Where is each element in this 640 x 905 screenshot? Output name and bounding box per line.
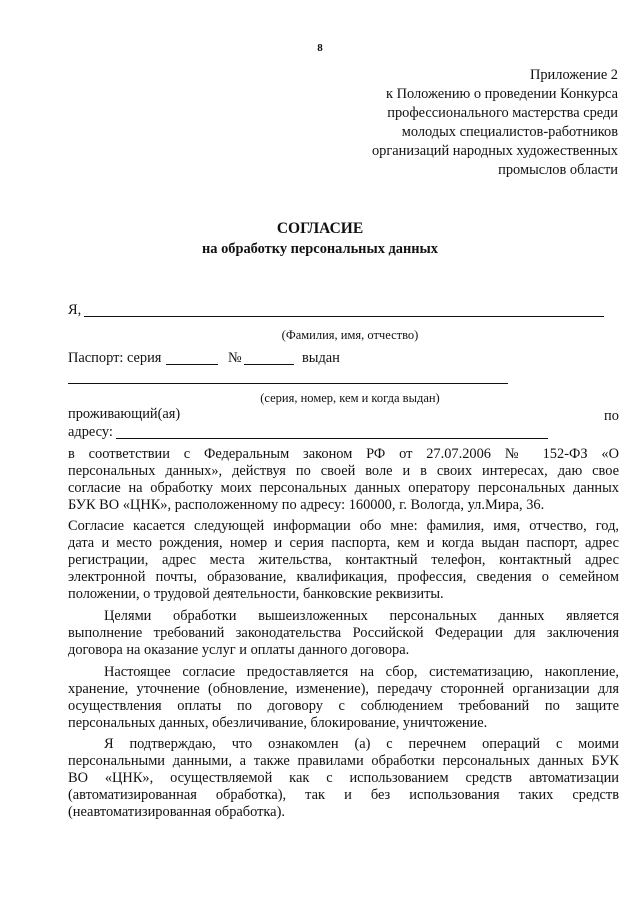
paragraph-line: персональных данных», действуя по своей воле и в своих интересах, даю свое <box>68 463 619 479</box>
number-label: № <box>228 350 242 366</box>
appendix-line: Приложение 2 <box>529 67 618 83</box>
issued-label: выдан <box>302 350 340 366</box>
paragraph-line: Согласие касается следующей информации обо мне: фамилия, имя, отчество, год, <box>68 518 619 534</box>
paragraph-line: осуществления оплаты по договору с соблюдением требований по защите <box>68 698 619 714</box>
document-subtitle: на обработку персональных данных <box>201 241 438 257</box>
paragraph-line: БУК ВО «ЦНК», расположенному по адресу: 160000, г. Вологда, ул.Мира, 36. <box>68 497 545 513</box>
paragraph-line: Настоящее согласие предоставляется на сбор, систематизацию, накопление, <box>104 664 619 680</box>
paragraph-confirmation <box>68 736 619 821</box>
po-label: по <box>604 408 619 424</box>
paragraph-line: Я подтверждаю, что ознакомлен (а) с перечнем операций с моими <box>104 736 619 752</box>
paragraph-line: электронной почты, образование, квалификация, профессия, сведения о семейном <box>68 569 619 585</box>
paragraph-line: персональных данных, обезличивание, блокирование, уничтожение. <box>68 715 488 731</box>
paragraph-line: персональными данными, а также правилами обработки персональных данных БУК <box>68 753 619 769</box>
passport-issued-line[interactable] <box>68 383 508 384</box>
paragraph-data-scope <box>68 518 619 603</box>
appendix-header <box>318 66 618 180</box>
paragraph-line: регистрации, адрес места жительства, контактный телефон, контактный адрес <box>68 552 619 568</box>
paragraph-line: положении, о трудовой деятельности, банковские реквизиты. <box>68 586 444 602</box>
paragraph-line: согласие на обработку моих персональных данных оператору персональных данных <box>68 480 619 496</box>
appendix-line: организаций народных художественных <box>371 143 618 159</box>
fio-caption: (Фамилия, имя, отчество) <box>281 328 419 342</box>
address-field-line[interactable] <box>116 438 548 439</box>
appendix-line: промыслов области <box>498 162 618 178</box>
appendix-line: молодых специалистов-работников <box>401 124 618 140</box>
paragraph-line: Целями обработки вышеизложенных персональных данных является <box>104 608 619 624</box>
paragraph-line: (автоматизированная обработка), так и без использования таких средств <box>68 787 619 803</box>
address-label: адресу: <box>68 424 113 440</box>
passport-label: Паспорт: серия <box>68 350 162 366</box>
residing-label: проживающий(ая) <box>68 406 181 422</box>
paragraph-line: в соответствии с Федеральным законом РФ от 27.07.2006 № 152-ФЗ «О <box>68 446 619 462</box>
passport-series-line[interactable] <box>166 364 218 365</box>
paragraph-line: выполнение требований законодательства Российской Федерации для заключения <box>68 625 619 641</box>
fio-field-line[interactable] <box>84 316 604 317</box>
paragraph-operations <box>68 664 619 732</box>
paragraph-consent-basis <box>68 446 619 514</box>
i-label: Я, <box>68 302 82 318</box>
passport-number-line[interactable] <box>244 364 294 365</box>
paragraph-line: (неавтоматизированная обработка). <box>68 804 285 820</box>
paragraph-purpose <box>68 608 619 659</box>
paragraph-line: хранение, уточнение (обновление, изменение), передачу сторонней организации для <box>68 681 619 697</box>
paragraph-line: дата и место рождения, номер и серия паспорта, кем и когда выдан паспорт, адрес <box>68 535 619 551</box>
appendix-line: к Положению о проведении Конкурса <box>385 86 618 102</box>
paragraph-line: договора на оказание услуг и оплаты данного договора. <box>68 642 410 658</box>
appendix-line: профессионального мастерства среди <box>387 105 618 121</box>
paragraph-line: ВО «ЦНК», осуществляемой как с использованием средств автоматизации <box>68 770 619 786</box>
page-number: 8 <box>317 42 323 54</box>
document-title: СОГЛАСИЕ <box>276 220 364 237</box>
passport-caption: (серия, номер, кем и когда выдан) <box>260 391 440 405</box>
